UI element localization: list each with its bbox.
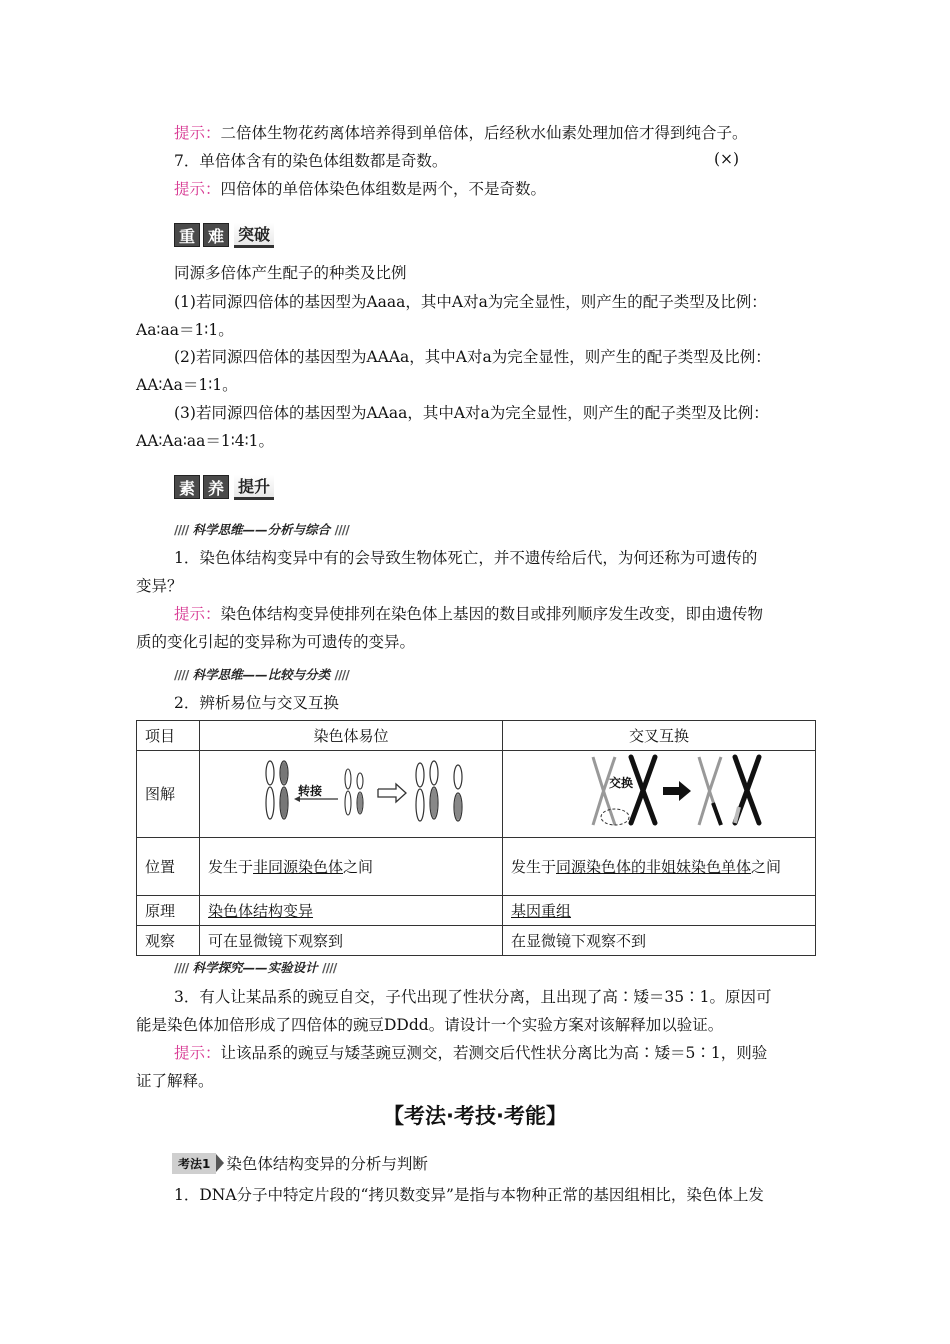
paragraph: 质的变化引起的变异称为可遗传的变异。 [136,633,416,651]
table-cell: 可在显微镜下观察到 [200,926,503,956]
comparison-table [136,720,816,956]
hint-paragraph: 提示：让该品系的豌豆与矮茎豌豆测交，若测交后代性状分离比为高∶矮＝5∶1，则验 [174,1044,768,1062]
method-badge [172,1152,428,1174]
subheading: //// 科学思维——比较与分类 //// [174,667,349,682]
paragraph: 3．有人让某品系的豌豆自交，子代出现了性状分离，且出现了高∶矮＝35∶1。原因可 [174,988,772,1006]
table-header: 交叉互换 [503,721,816,751]
badge-char: 养 [203,475,229,499]
paragraph: 2．辨析易位与交叉互换 [174,694,339,712]
paragraph: (2)若同源四倍体的基因型为AAAa，其中A对a为完全显性，则产生的配子类型及比例： [174,348,771,366]
section-badge-breakthrough [174,220,274,250]
paragraph: Aa∶aa＝1∶1。 [136,321,234,339]
badge-text: 突破 [234,223,274,248]
table-cell: 染色体结构变异 [200,896,503,926]
breakthrough-title: 同源多倍体产生配子的种类及比例 [174,264,407,282]
hint-label: 提示： [174,124,221,142]
paragraph: (3)若同源四倍体的基因型为AAaa，其中A对a为完全显性，则产生的配子类型及比例： [174,404,769,422]
crossover-diagram [503,751,816,838]
paragraph: 1．染色体结构变异中有的会导致生物体死亡，并不遗传给后代，为何还称为可遗传的 [174,549,758,567]
table-cell: 发生于同源染色体的非姐妹染色单体之间 [503,838,816,896]
paragraph: 能是染色体加倍形成了四倍体的豌豆DDdd。请设计一个实验方案对该解释加以验证。 [136,1016,724,1034]
translocation-diagram [200,751,503,838]
hint-label: 提示： [174,1044,221,1062]
badge-char: 素 [174,475,200,499]
paragraph: (1)若同源四倍体的基因型为Aaaa，其中A对a为完全显性，则产生的配子类型及比例： [174,293,767,311]
paragraph: 证了解释。 [136,1072,214,1090]
table-cell: 在显微镜下观察不到 [503,926,816,956]
table-row-label: 原理 [137,896,200,926]
table-row-label: 位置 [137,838,200,896]
badge-char: 难 [203,223,229,247]
section-badge-literacy [174,472,274,502]
hint-paragraph: 提示：染色体结构变异使排列在染色体上基因的数目或排列顺序发生改变，即由遗传物 [174,605,764,623]
table-cell: 基因重组 [503,896,816,926]
paragraph: AA∶Aa＝1∶1。 [136,376,238,394]
hint-text: 四倍体的单倍体染色体组数是两个，不是奇数。 [220,180,547,198]
table-cell: 发生于非同源染色体之间 [200,838,503,896]
paragraph: 变异？ [136,577,183,595]
section-title: 【考法·考技·考能】 [383,1104,567,1128]
hint-label: 提示： [174,605,221,623]
method-tag: 考法1 [172,1153,216,1174]
hint-line-6 [174,122,748,144]
hint-line-7 [174,178,546,200]
hint-text: 二倍体生物花药离体培养得到单倍体，后经秋水仙素处理加倍才得到纯合子。 [220,124,748,142]
table-header: 染色体易位 [200,721,503,751]
crossover-svg [503,751,815,831]
diagram-label: 交换 [609,776,634,790]
answer-mark: (×) [714,150,740,168]
badge-text: 提升 [234,475,274,500]
method-title: 染色体结构变异的分析与判断 [226,1155,428,1173]
diagram-label: 转接 [298,784,323,798]
table-row-label: 观察 [137,926,200,956]
translocation-svg [200,751,502,831]
paragraph: AA∶Aa∶aa＝1∶4∶1。 [136,432,275,450]
table-row-label: 图解 [137,751,200,838]
badge-char: 重 [174,223,200,247]
triangle-icon [216,1154,224,1172]
paragraph: 1．DNA分子中特定片段的“拷贝数变异”是指与本物种正常的基因组相比，染色体上发 [174,1186,764,1204]
question-7: 7．单倍体含有的染色体组数都是奇数。 [174,152,448,170]
table-header: 项目 [137,721,200,751]
hint-label: 提示： [174,180,221,198]
subheading: //// 科学思维——分析与综合 //// [174,522,349,537]
subheading: //// 科学探究——实验设计 //// [174,960,337,975]
